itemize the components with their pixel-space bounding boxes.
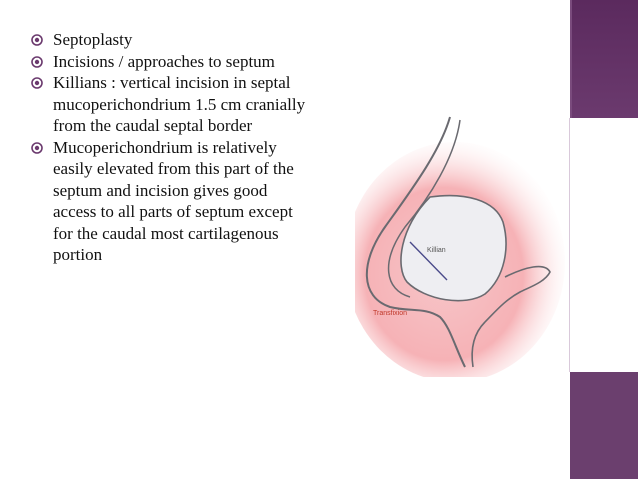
bullet-text: Incisions / approaches to septum [53, 51, 275, 71]
accent-strip-top [570, 0, 638, 118]
bullet-list [28, 29, 308, 266]
accent-strip-bottom [570, 372, 638, 479]
accent-strip-edge [570, 0, 572, 118]
bullet-text: Mucoperichondrium is relatively easily elevated from this part of the septum and incision gives good access to all parts of septum except for the caudal most cartilagenous portion [53, 137, 294, 264]
bullet-list-container [28, 29, 308, 266]
circle-bullet-icon [31, 34, 43, 46]
accent-strip-gap [570, 118, 638, 372]
circle-bullet-icon [31, 56, 43, 68]
bullet-item-killians [28, 72, 308, 137]
bullet-text: Septoplasty [53, 30, 133, 49]
circle-bullet-icon [31, 142, 43, 154]
killian-label: Killian [427, 247, 446, 254]
bullet-text: Killians : vertical incision in septal mucoperichondrium 1.5 cm cranially from the caudal septal border [53, 73, 306, 135]
circle-bullet-icon [31, 77, 43, 89]
septum-incision-illustration [355, 112, 570, 377]
bullet-item-mucoperichondrium [28, 137, 308, 266]
transfixion-label: Transfixion [373, 310, 407, 317]
bullet-item-septoplasty [28, 29, 308, 51]
bullet-item-incisions [28, 51, 308, 73]
